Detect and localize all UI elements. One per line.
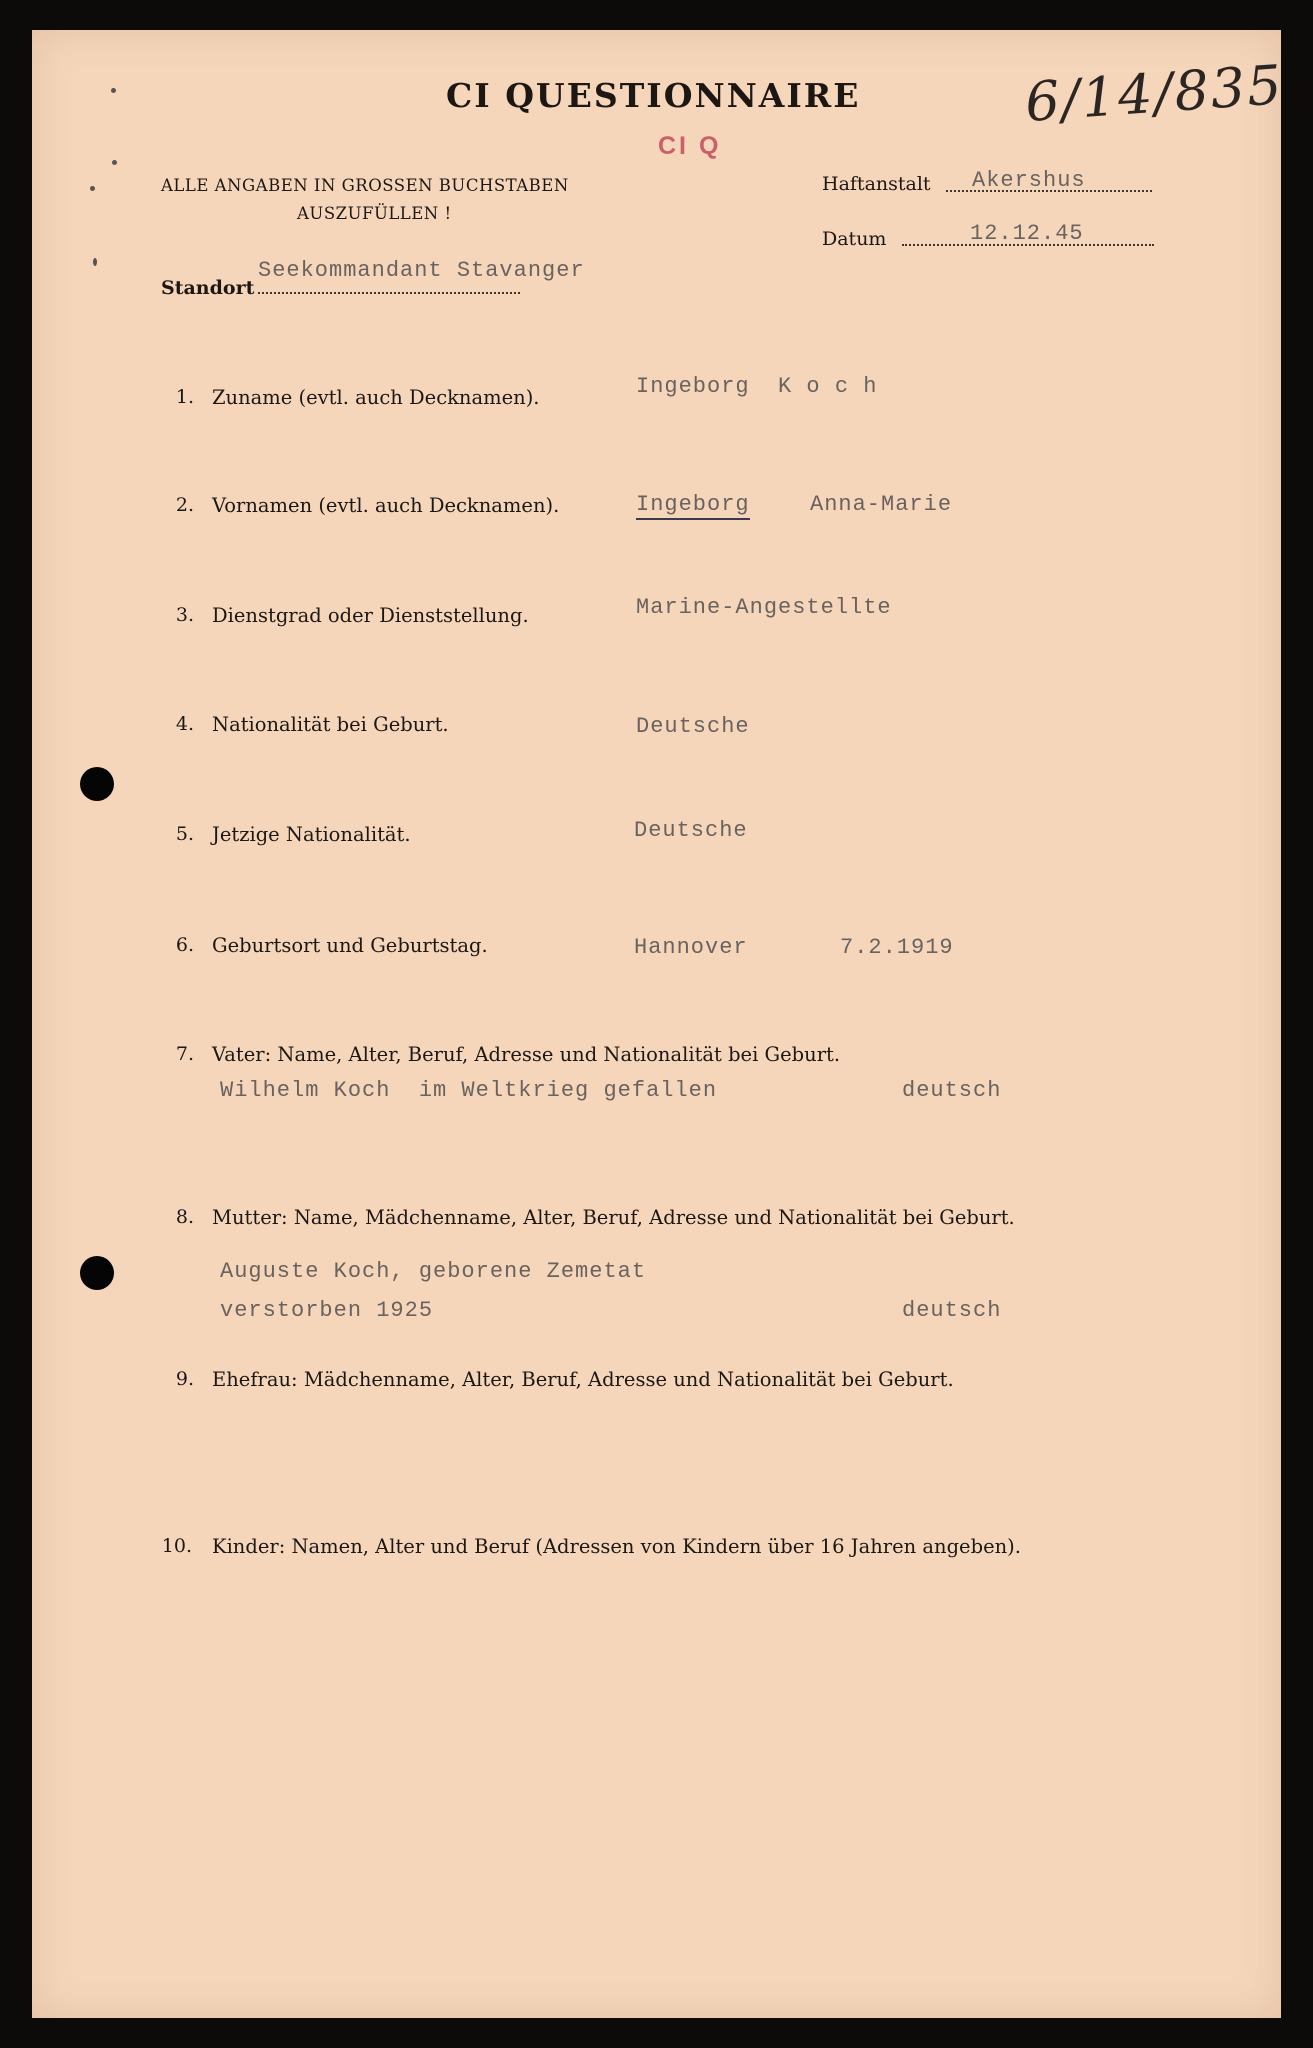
ciq-stamp: CI Q bbox=[658, 132, 722, 160]
instruction-line-1: ALLE ANGABEN IN GROSSEN BUCHSTABEN bbox=[161, 176, 569, 195]
question-number: 4. bbox=[175, 713, 194, 735]
answer-vorname-second: Anna-Marie bbox=[810, 492, 953, 517]
question-label: Kinder: Namen, Alter und Beruf (Adressen von Kindern über 16 Jahren angeben). bbox=[212, 1535, 1021, 1558]
standort-value: Seekommandant Stavanger bbox=[258, 258, 585, 283]
question-number: 7. bbox=[175, 1043, 194, 1065]
haftanstalt-label: Haftanstalt bbox=[822, 173, 931, 195]
datum-label: Datum bbox=[822, 228, 887, 250]
margin-mark bbox=[111, 88, 116, 93]
question-label: Dienstgrad oder Dienststellung. bbox=[212, 604, 529, 627]
punch-hole-upper bbox=[80, 767, 114, 801]
question-label: Mutter: Name, Mädchenname, Alter, Beruf, Adresse und Nationalität bei Geburt. bbox=[212, 1206, 1015, 1229]
answer-vorname-rufname: Ingeborg bbox=[636, 492, 750, 520]
question-number: 5. bbox=[175, 823, 194, 845]
answer-nationalitaet-geburt: Deutsche bbox=[636, 714, 750, 739]
question-number: 8. bbox=[175, 1206, 194, 1228]
question-number: 10. bbox=[161, 1535, 192, 1557]
question-number: 3. bbox=[175, 604, 194, 626]
haftanstalt-value: Akershus bbox=[972, 168, 1086, 193]
question-label: Zuname (evtl. auch Decknamen). bbox=[212, 386, 540, 409]
answer-vater: Wilhelm Koch im Weltkrieg gefallen bbox=[220, 1078, 718, 1103]
questionnaire-page bbox=[32, 30, 1281, 2018]
margin-mark bbox=[90, 186, 95, 191]
question-number: 9. bbox=[175, 1368, 194, 1390]
form-title: CI QUESTIONNAIRE bbox=[446, 76, 861, 115]
answer-vater-nationalitaet: deutsch bbox=[902, 1078, 1002, 1103]
answer-geburtstag: 7.2.1919 bbox=[840, 935, 954, 960]
datum-value: 12.12.45 bbox=[970, 221, 1084, 246]
answer-jetzige-nationalitaet: Deutsche bbox=[634, 818, 748, 843]
question-label: Jetzige Nationalität. bbox=[212, 823, 411, 846]
answer-dienstgrad: Marine-Angestellte bbox=[636, 595, 892, 620]
question-number: 1. bbox=[175, 386, 194, 408]
question-number: 2. bbox=[175, 494, 194, 516]
instruction-line-2: AUSZUFÜLLEN ! bbox=[297, 204, 452, 223]
standort-line bbox=[258, 292, 520, 294]
answer-zuname: Ingeborg K o c h bbox=[636, 374, 878, 399]
answer-mutter-line1: Auguste Koch, geborene Zemetat bbox=[220, 1259, 647, 1284]
answer-mutter-line2: verstorben 1925 bbox=[220, 1298, 434, 1323]
answer-geburtsort: Hannover bbox=[634, 935, 748, 960]
answer-mutter-nationalitaet: deutsch bbox=[902, 1298, 1002, 1323]
punch-hole-lower bbox=[80, 1256, 114, 1290]
standort-label: Standort bbox=[161, 277, 255, 299]
question-label: Vater: Name, Alter, Beruf, Adresse und Nationalität bei Geburt. bbox=[212, 1043, 841, 1066]
margin-mark bbox=[112, 160, 117, 165]
margin-mark bbox=[93, 258, 97, 266]
handwritten-file-number: 6/14/835 bbox=[1023, 53, 1286, 134]
question-label: Vornamen (evtl. auch Decknamen). bbox=[212, 494, 560, 517]
question-label: Nationalität bei Geburt. bbox=[212, 713, 449, 736]
question-number: 6. bbox=[175, 934, 194, 956]
question-label: Ehefrau: Mädchenname, Alter, Beruf, Adresse und Nationalität bei Geburt. bbox=[212, 1368, 954, 1391]
question-label: Geburtsort und Geburtstag. bbox=[212, 934, 488, 957]
